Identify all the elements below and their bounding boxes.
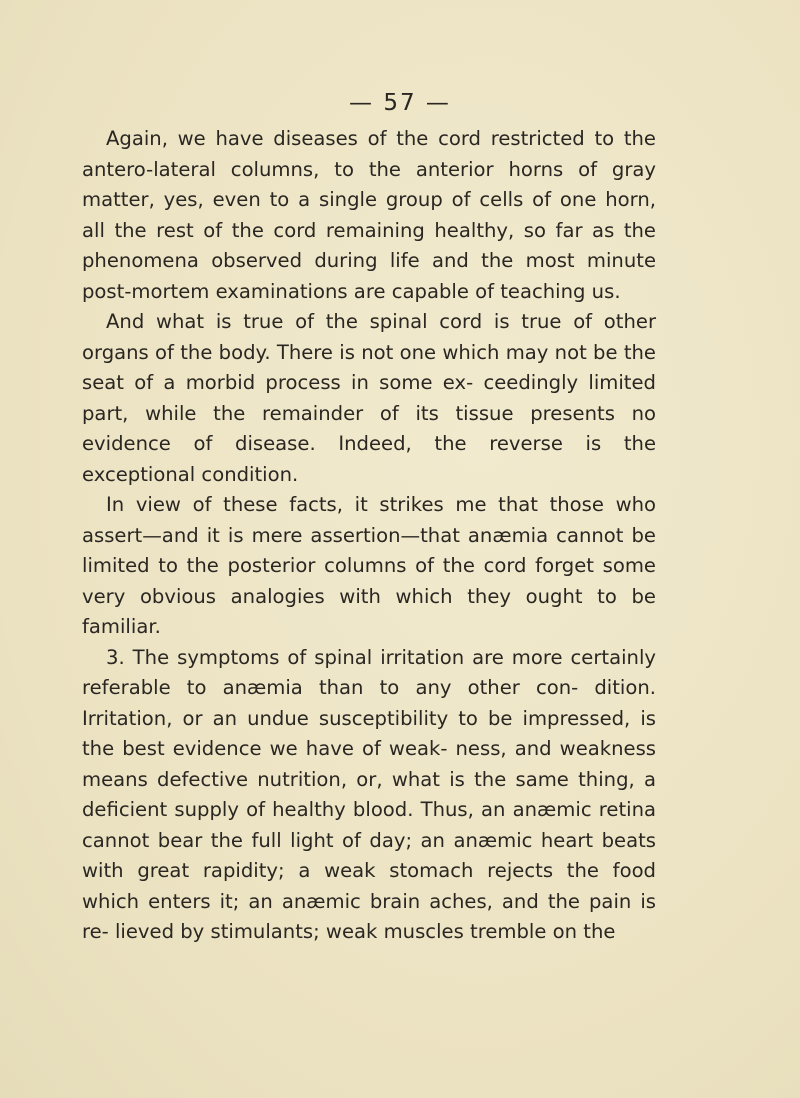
paragraph-3: In view of these facts, it strikes me that those who assert—and it is mere assertion—that anæmia cannot be limited to the posterior columns of the cord forget some very obvious analogies with which they ought to be familiar. xyxy=(82,493,656,638)
paragraph-1: Again, we have diseases of the cord restricted to the antero-lateral columns, to the anterior horns of gray matter, yes, even to a single group of cells of one horn, all the rest of the cord remaining healthy, so far as the phenomena observed during life and the most minute post-mortem examinations are capable of teaching us. xyxy=(82,127,656,303)
text-body xyxy=(82,124,656,948)
paragraph-2: And what is true of the spinal cord is true of other organs of the body. There is not one which may not be the seat of a morbid process in some ex- ceedingly limited part, while the remainder of its tissue presents no evidence of disease. Indeed, the reverse is the exceptional condition. xyxy=(82,310,656,486)
paragraph-4: 3. The symptoms of spinal irritation are more certainly referable to anæmia than to any other con- dition. Irritation, or an undue susceptibility to be impressed, is the best evidence we have of weak- ness, and weakness means defective nutrition, or, what is the same thing, a deficient supply of healthy blood. Thus, an anæmic retina cannot bear the full light of day; an anæmic heart beats with great rapidity; a weak stomach rejects the food which enters it; an anæmic brain aches, and the pain is re- lieved by stimulants; weak muscles tremble on the xyxy=(82,645,656,943)
page-number: — 57 — xyxy=(349,90,451,116)
